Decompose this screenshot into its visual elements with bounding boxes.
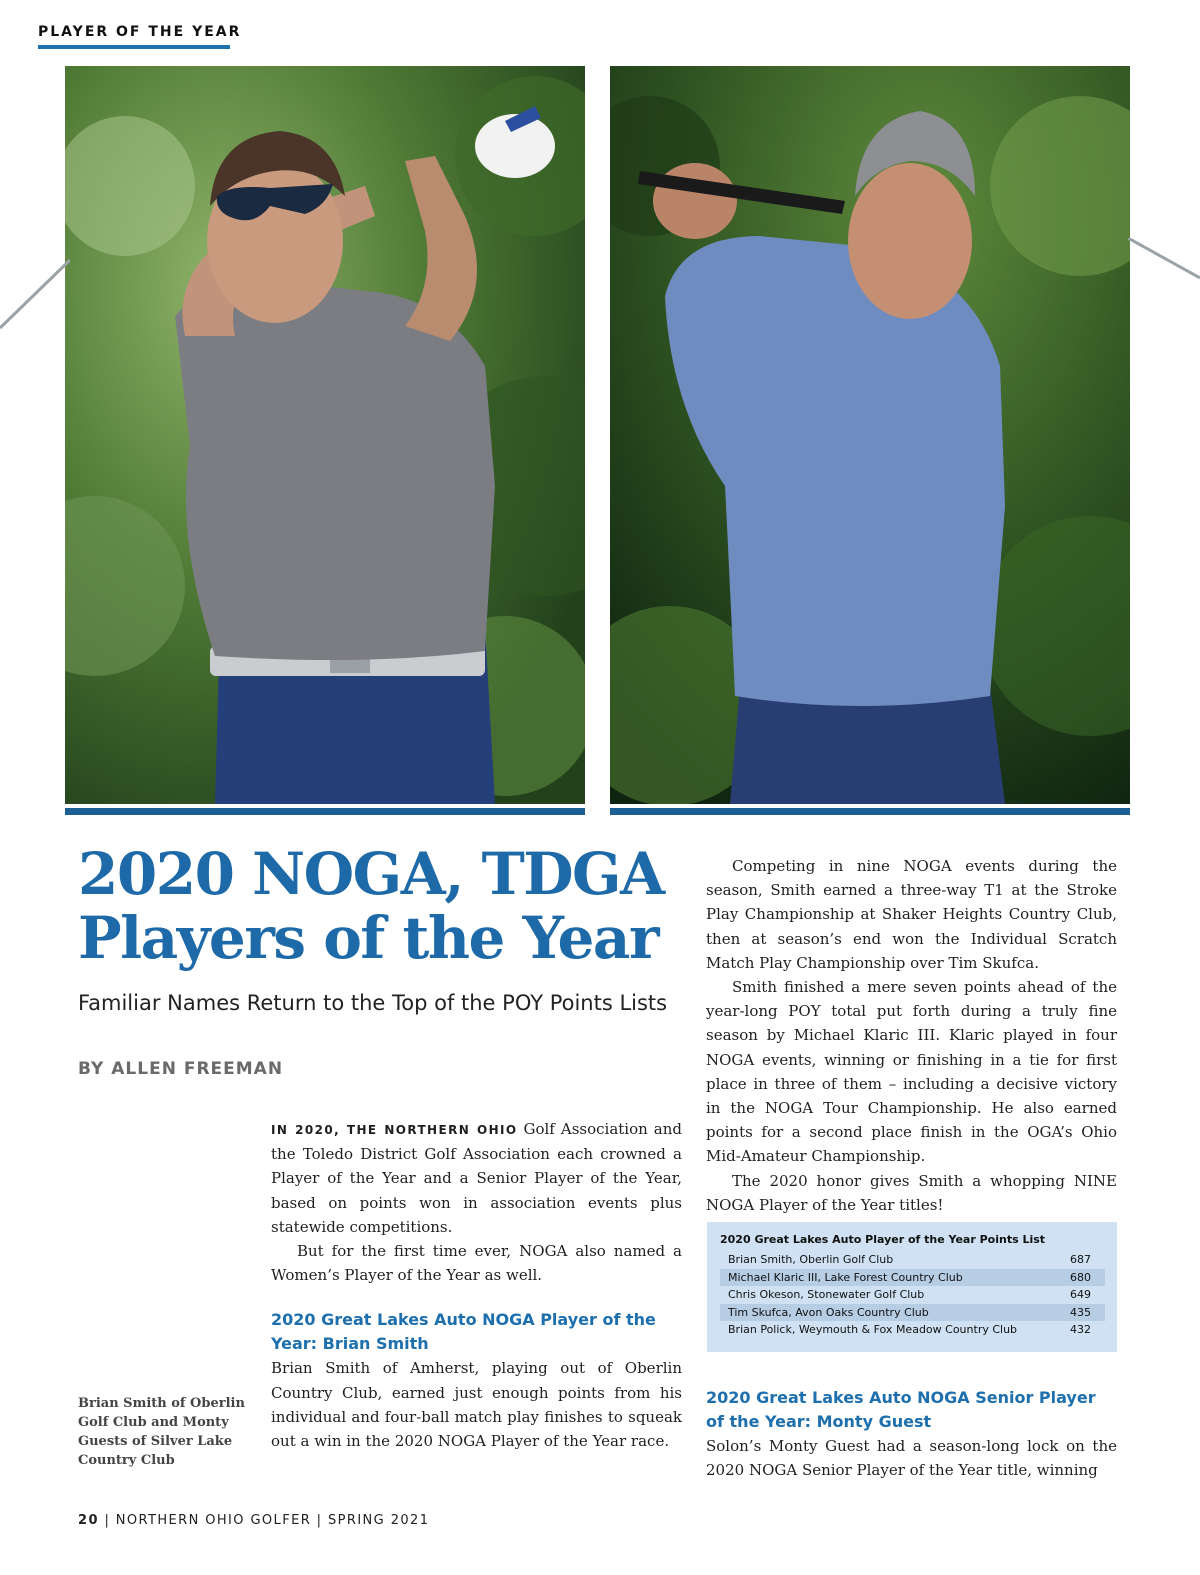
headline-line-1: 2020 NOGA, TDGA (78, 840, 664, 908)
photo-monty-guest (610, 66, 1130, 804)
points-row-name: Brian Polick, Weymouth & Fox Meadow Country Club (728, 1323, 1018, 1336)
body-paragraph-1-text: Golf Association and the Toledo District Golf Association each crowned a Player of the Year and a Senior Player of the Year, based on points won in association events plus statewide competitions. (271, 1120, 682, 1236)
photo-bar-left (65, 808, 585, 815)
points-row-name: Brian Smith, Oberlin Golf Club (728, 1253, 894, 1266)
footer-separator: | (316, 1513, 323, 1528)
photo-bar-right (610, 808, 1130, 815)
issue-date: SPRING 2021 (328, 1513, 430, 1528)
page-number: 20 (78, 1513, 99, 1528)
golfer-photo-illustration-right (610, 66, 1130, 804)
points-row-points: 680 (1070, 1270, 1091, 1284)
golfer-photo-illustration-left (65, 66, 585, 804)
subhead-noga-senior-player: 2020 Great Lakes Auto NOGA Senior Player of the Year: Monty Guest (706, 1388, 1096, 1431)
photo-caption: Brian Smith of Oberlin Golf Club and Monty Guests of Silver Lake Country Club (78, 1396, 245, 1468)
article-column-right-lower (706, 1352, 1117, 1482)
body-paragraph-1 (271, 1117, 682, 1239)
points-row (720, 1286, 1105, 1304)
lead-in: IN 2020, THE NORTHERN OHIO (271, 1123, 518, 1137)
publication-name: NORTHERN OHIO GOLFER (115, 1513, 312, 1528)
points-row-points: 432 (1070, 1323, 1091, 1336)
body-paragraph-5: Smith finished a mere seven points ahead of the year-long POY total put forth during a truly fine season by Michael Klaric III. Klaric played in four NOGA events, winning or finishing in a tie for first place in three of them – including a decisive victory in the NOGA Tour Championship. He also earned points for a second place finish in the OGA’s Ohio Mid-Amateur Championship. (706, 978, 1117, 1166)
points-row (720, 1321, 1105, 1339)
page-footer (78, 1513, 429, 1528)
points-row-name: Michael Klaric III, Lake Forest Country Club (728, 1270, 963, 1284)
points-row-points: 435 (1070, 1305, 1091, 1319)
points-row (720, 1269, 1105, 1287)
article-column-middle (271, 1117, 682, 1453)
points-row (720, 1304, 1105, 1322)
photo-brian-smith (65, 66, 585, 804)
points-list-title: 2020 Great Lakes Auto Player of the Year Points List (720, 1233, 1046, 1246)
section-tag: PLAYER OF THE YEAR (38, 24, 242, 40)
points-row-points: 687 (1070, 1253, 1091, 1266)
club-shaft-left (0, 240, 70, 335)
headline-line-2: Players of the Year (78, 904, 659, 972)
club-shaft-right (1128, 238, 1200, 298)
points-row (720, 1251, 1105, 1269)
byline: BY ALLEN FREEMAN (78, 1059, 284, 1079)
body-paragraph-6: The 2020 honor gives Smith a whopping NINE NOGA Player of the Year titles! (706, 1171, 1117, 1214)
body-paragraph-7: Solon’s Monty Guest had a season-long lock on the 2020 NOGA Senior Player of the Year title, winning (706, 1437, 1117, 1480)
body-paragraph-3: Brian Smith of Amherst, playing out of Oberlin Country Club, earned just enough points from his individual and four-ball match play finishes to squeak out a win in the 2020 NOGA Player of the Year race. (271, 1359, 682, 1451)
body-paragraph-4: Competing in nine NOGA events during the season, Smith earned a three-way T1 at the Stroke Play Championship at Shaker Heights Country Club, then at season’s end won the Individual Scratch Match Play Championship over Tim Skufca. (706, 857, 1117, 972)
points-row-name: Tim Skufca, Avon Oaks Country Club (728, 1305, 929, 1319)
deck: Familiar Names Return to the Top of the POY Points Lists (78, 991, 668, 1015)
points-row-name: Chris Okeson, Stonewater Golf Club (728, 1288, 925, 1301)
headline (78, 842, 688, 970)
section-rule (38, 45, 230, 49)
points-list-box (707, 1222, 1117, 1352)
subhead-noga-player: 2020 Great Lakes Auto NOGA Player of the Year: Brian Smith (271, 1310, 656, 1354)
footer-separator: | (104, 1513, 111, 1528)
body-paragraph-2: But for the first time ever, NOGA also named a Women’s Player of the Year as well. (271, 1242, 682, 1285)
article-column-right (706, 854, 1117, 1217)
points-row-points: 649 (1070, 1288, 1091, 1301)
